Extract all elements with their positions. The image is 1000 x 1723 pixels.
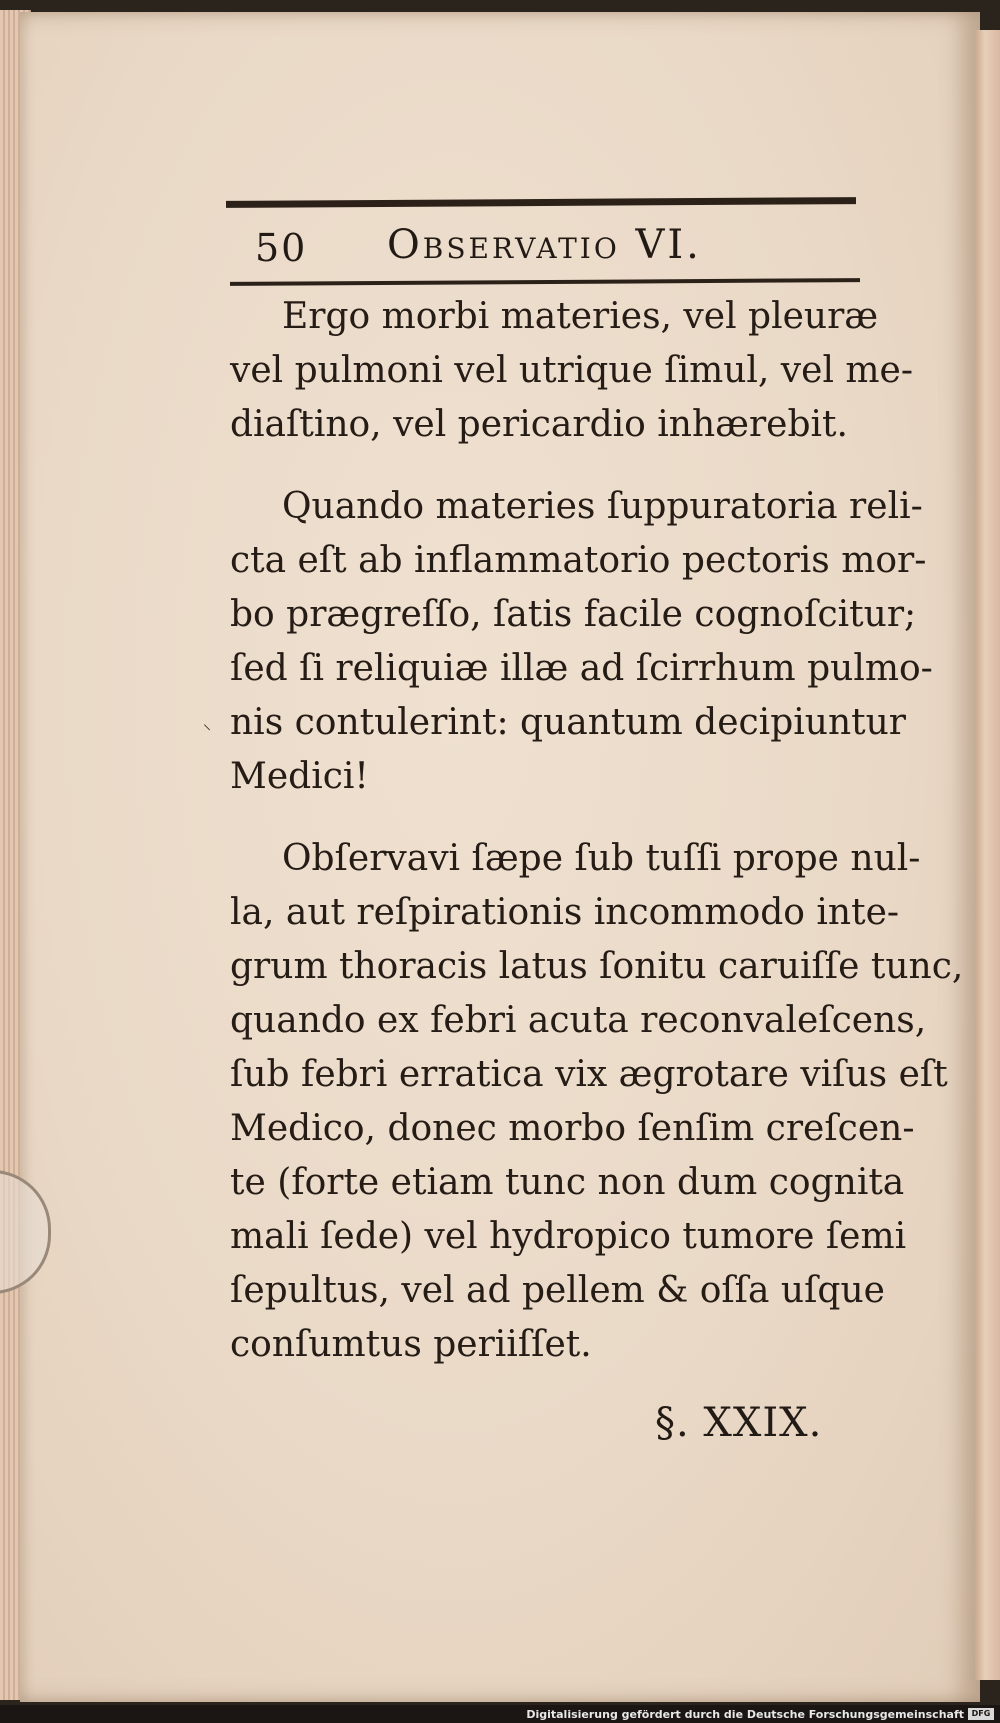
text-line: Quando materies ſuppuratoria reli- [282, 486, 923, 527]
text-line: vel pulmoni vel utrique ſimul, vel me- [230, 350, 914, 391]
next-page-edge [975, 30, 1000, 1680]
text-line: ſed ſi reliquiæ illæ ad ſcirrhum pulmo- [230, 648, 933, 689]
text-line: bo prægreſſo, ſatis facile cognoſcitur; [230, 594, 917, 635]
text-line: te (forte etiam tunc non dum cognita [230, 1162, 905, 1203]
text-line: Medici! [230, 756, 369, 797]
catchword: §. XXIX. [655, 1400, 823, 1446]
text-line: Medico, donec morbo ſenſim creſcen- [230, 1108, 915, 1149]
text-line: nis contulerint: quantum decipiuntur [230, 702, 906, 743]
digitization-footer [0, 1705, 1000, 1723]
text-line: Ergo morbi materies, vel pleuræ [282, 296, 879, 337]
paragraph [230, 290, 914, 452]
margin-mark: ⸜ [203, 714, 212, 733]
footer-credit: Digitalisierung gefördert durch die Deutsche Forschungsgemeinschaft [526, 1708, 964, 1721]
text-line: ſepultus, vel ad pellem & oſſa uſque [230, 1270, 885, 1311]
text-line: mali ſede) vel hydropico tumore ſemi [230, 1216, 907, 1257]
running-title: Observatio VI. [387, 222, 702, 268]
text-line: quando ex febri acuta reconvaleſcens, [230, 1000, 927, 1041]
body-text [230, 290, 964, 1400]
page-header [255, 218, 855, 278]
paragraph [230, 832, 964, 1372]
text-line: grum thoracis latus ſonitu caruiſſe tunc, [230, 946, 964, 987]
text-line: diaſtino, vel pericardio inhærebit. [230, 404, 848, 445]
text-line: ſub febri erratica vix ægrotare viſus eſt [230, 1054, 948, 1095]
text-line: conſumtus periiſſet. [230, 1324, 592, 1365]
text-line: la, aut reſpirationis incommodo inte- [230, 892, 900, 933]
text-line: cta eſt ab inflammatorio pectoris mor- [230, 540, 927, 581]
page-number: 50 [255, 226, 308, 270]
paragraph [230, 480, 933, 804]
text-line: Obſervavi ſæpe ſub tuſſi prope nul- [282, 838, 921, 879]
dfg-logo-icon: DFG [968, 1708, 994, 1720]
